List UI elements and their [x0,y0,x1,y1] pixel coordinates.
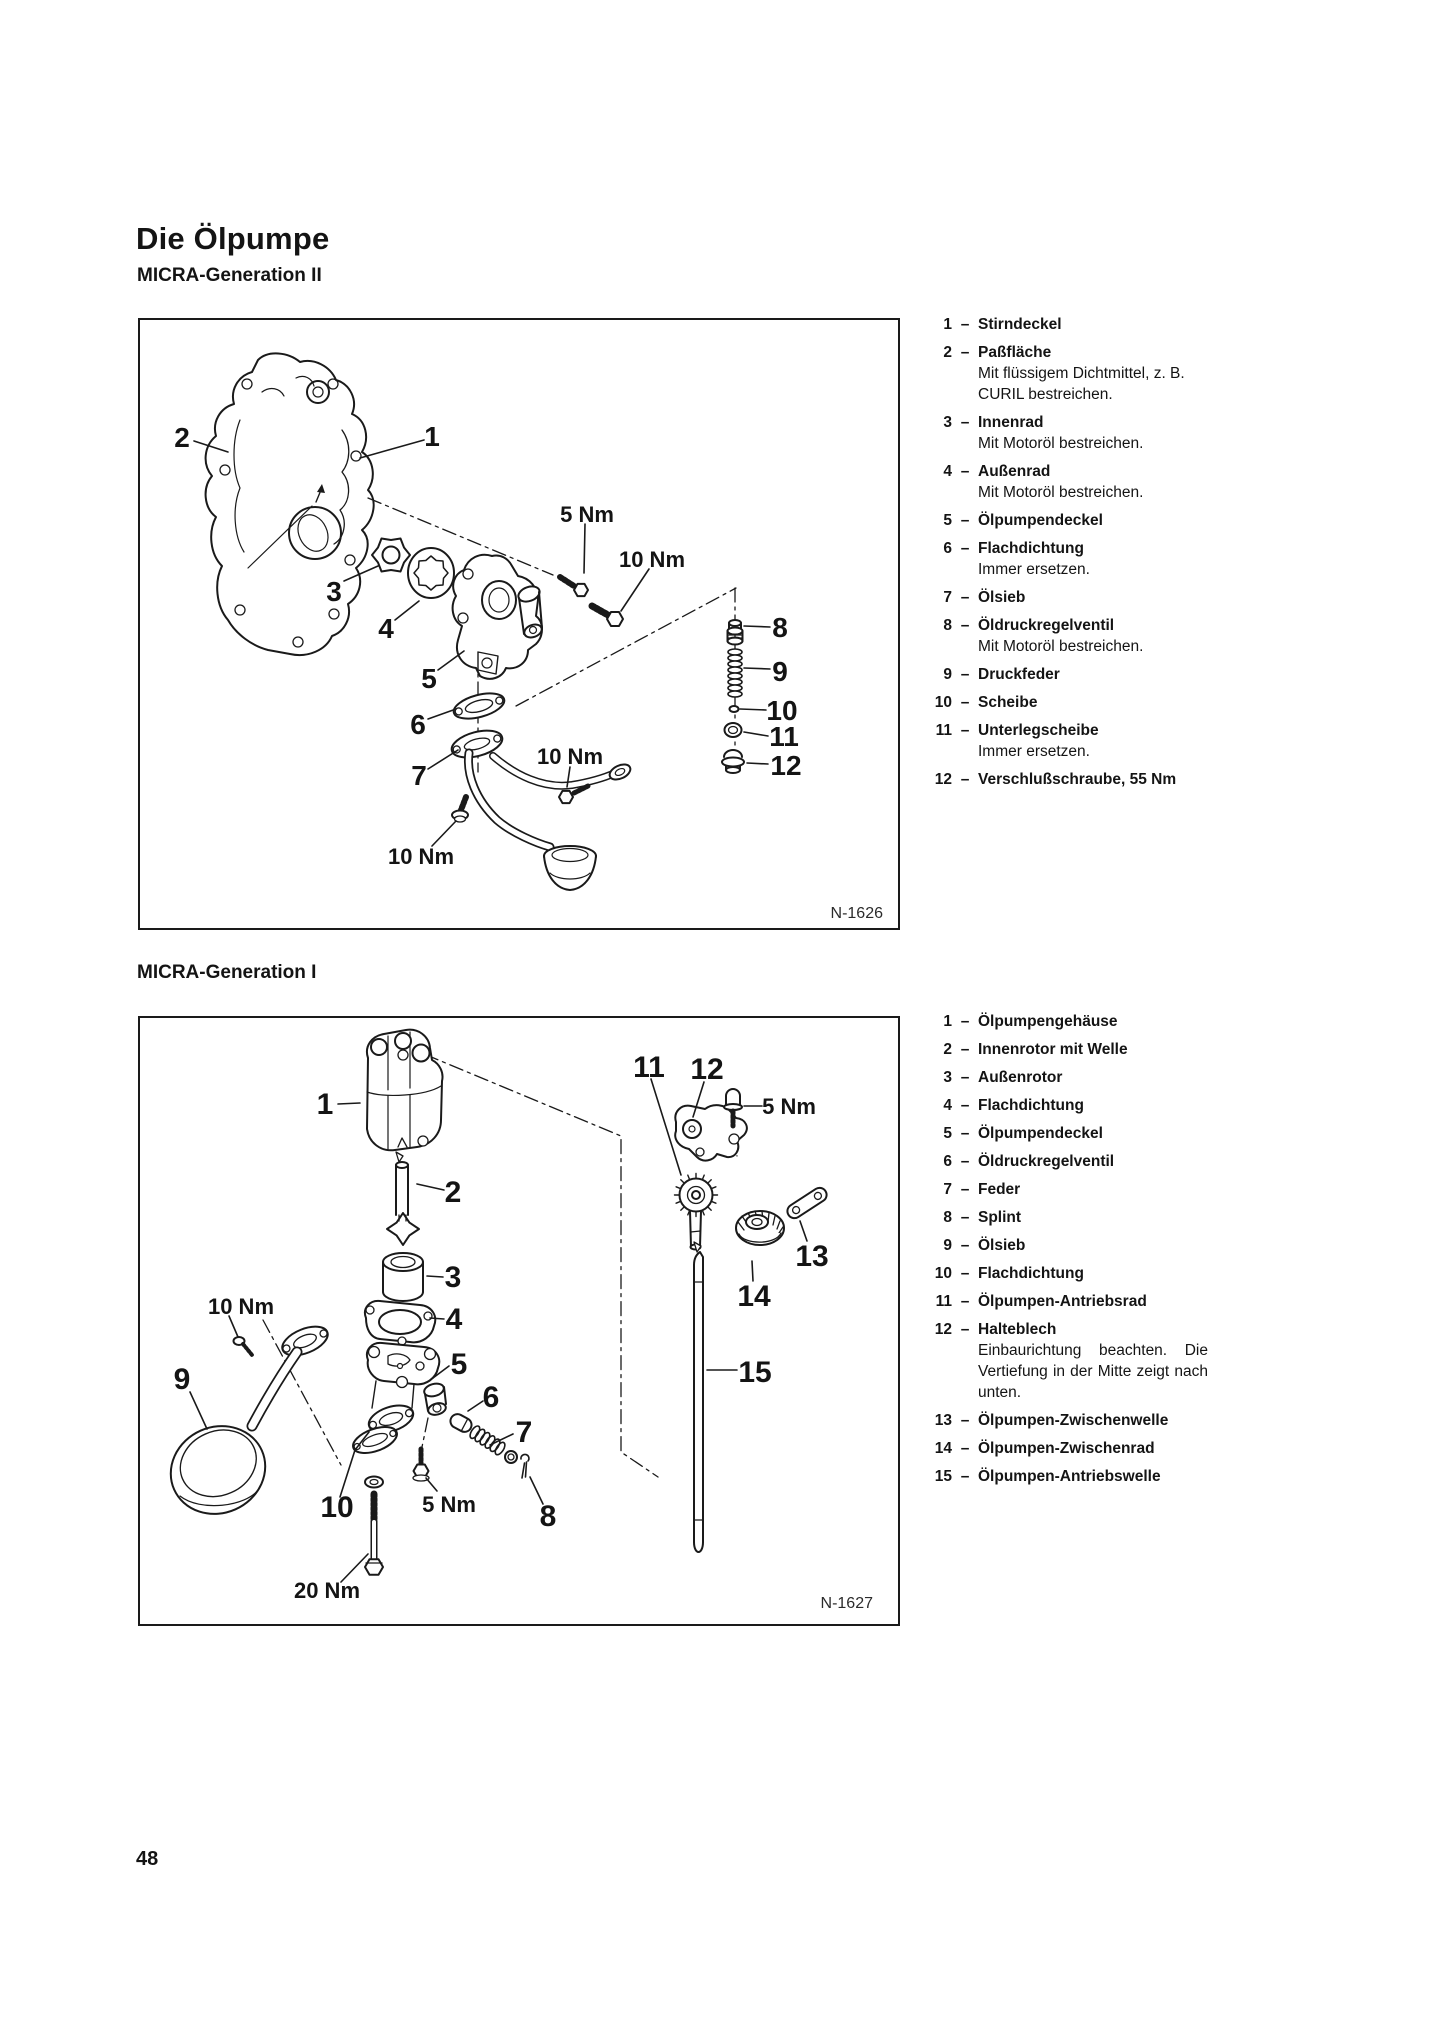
part-number: 7 [943,1181,952,1198]
part-name: Flachdichtung [978,1097,1084,1114]
dash: – [960,1209,970,1226]
part-note: Einbaurichtung beachten. Die Vertiefung in der Mitte zeigt nach unten. [978,1342,1208,1401]
dash: – [960,1440,970,1457]
fig1-washer-drawing [730,706,739,712]
part-number: 4 [943,1097,952,1114]
part-number: 1 [943,1013,952,1030]
part-name: Ölpumpendeckel [978,1125,1103,1142]
fig1-callout-9: 9 [772,656,788,687]
list-item [916,1179,1208,1200]
fig1-callout-3: 3 [326,576,342,607]
dash: – [960,771,970,788]
part-note: Mit flüssigem Dichtmittel, z. B. CURIL bestreichen. [978,365,1185,403]
dash: – [960,694,970,711]
part-number: 9 [943,666,952,683]
part-name: Ölpumpendeckel [978,512,1103,529]
dash: – [960,463,970,480]
fig2-callout-10: 10 [320,1491,354,1524]
fig1-callout-4: 4 [378,613,394,644]
part-number: 8 [943,1209,952,1226]
part-note: Immer ersetzen. [978,743,1090,760]
part-number: 12 [934,771,952,788]
section-heading-generation-1: MICRA-Generation I [137,962,317,983]
part-note: Mit Motoröl bestreichen. [978,435,1144,452]
part-name: Außenrad [978,463,1051,480]
part-number: 2 [943,344,952,361]
fig1-front-cover-drawing [206,353,374,655]
part-number: 1 [943,316,952,333]
list-item [916,1067,1208,1088]
fig1-valve-piston-drawing [728,620,743,645]
part-number: 11 [935,1293,952,1310]
fig2-callout-8: 8 [539,1500,557,1533]
part-name: Ölpumpen-Zwischenrad [978,1440,1155,1457]
fig1-callout-12: 12 [770,750,802,781]
fig1-parts-list [916,314,1208,797]
part-name: Ölsieb [978,589,1026,606]
fig1-callout-2: 2 [174,422,190,453]
part-number: 11 [935,722,952,739]
fig2-parts-list [916,1011,1208,1494]
fig2-callout-12: 12 [690,1053,724,1086]
fig1-bolt-5nm-drawing [560,577,588,596]
dash: – [960,414,970,431]
dash: – [960,1412,970,1429]
dash: – [960,589,970,606]
list-item [916,1438,1208,1459]
part-note: Mit Motoröl bestreichen. [978,484,1144,501]
list-item [916,1011,1208,1032]
part-number: 5 [943,1125,952,1142]
list-item [916,615,1208,657]
list-item [916,1123,1208,1144]
dash: – [960,1013,970,1030]
fig1-callout-10: 10 [766,695,798,726]
fig1-reference-number: N-1626 [830,905,883,922]
fig1-torque-10nm-top: 10 Nm [618,547,686,572]
part-name: Innenrad [978,414,1044,431]
part-number: 14 [934,1440,952,1457]
part-number: 10 [934,694,952,711]
list-item [916,1319,1208,1403]
fig1-outer-rotor-drawing [408,548,454,598]
fig2-drive-gear-drawing [675,1174,718,1250]
fig2-callout-7: 7 [515,1416,533,1449]
dash: – [960,1321,970,1338]
list-item [916,1291,1208,1312]
part-number: 8 [943,617,952,634]
dash: – [960,1125,970,1142]
fig1-relief-valve-stack-drawing [722,620,744,773]
list-item [916,510,1208,531]
list-item [916,1095,1208,1116]
part-number: 2 [943,1041,952,1058]
fig2-intermediate-gear-drawing [736,1211,784,1245]
fig2-outer-rotor-drawing [383,1253,423,1301]
part-number: 7 [943,589,952,606]
list-item [916,587,1208,608]
list-item [916,1410,1208,1431]
fig2-torque-5nm-bottom: 5 Nm [422,1492,476,1517]
dash: – [960,540,970,557]
dash: – [960,1468,970,1485]
fig2-pump-cover-drawing [365,1343,447,1438]
list-item [916,342,1208,405]
part-note: Immer ersetzen. [978,561,1090,578]
part-name: Flachdichtung [978,540,1084,557]
dash: – [960,1293,970,1310]
figure-1-exploded-diagram [138,318,900,930]
fig2-spring-washer-drawing [505,1451,517,1463]
dash: – [960,1237,970,1254]
fig2-gasket-top-drawing [365,1301,435,1345]
fig2-callout-14: 14 [737,1280,771,1313]
fig1-callout-5: 5 [421,663,437,694]
part-name: Ölsieb [978,1237,1026,1254]
fig2-split-pin-drawing [521,1454,529,1478]
dash: – [960,1181,970,1198]
list-item [916,720,1208,762]
part-name: Öldruckregelventil [978,1153,1115,1170]
fig2-drive-shaft-drawing [694,1242,703,1552]
fig1-gasket-drawing [451,689,507,724]
fig2-callout-4: 4 [445,1303,463,1336]
section-heading-generation-2: MICRA-Generation II [137,265,322,286]
part-name: Splint [978,1209,1022,1226]
part-number: 9 [943,1237,952,1254]
part-name: Halteblech [978,1321,1057,1338]
part-note: Mit Motoröl bestreichen. [978,638,1144,655]
part-number: 10 [934,1265,952,1282]
fig2-bolt-5nm-bottom-drawing [413,1449,429,1481]
page-number: 48 [136,1848,159,1870]
part-number: 6 [943,540,952,557]
fig1-callout-11: 11 [769,721,799,752]
part-name: Außenrotor [978,1069,1063,1086]
fig2-inner-rotor-shaft-drawing [387,1152,419,1245]
figure-2-exploded-diagram [138,1016,900,1626]
part-number: 4 [943,463,952,480]
list-item [916,1207,1208,1228]
fig2-callout-1: 1 [316,1088,334,1121]
fig2-washer-drawing [365,1477,383,1488]
dash: – [960,722,970,739]
fig2-callout-3: 3 [444,1261,462,1294]
fig1-pump-cover-drawing [453,555,544,679]
part-name: Scheibe [978,694,1038,711]
fig2-callout-5: 5 [450,1348,468,1381]
fig1-seal-ring-drawing [725,723,742,737]
part-number: 5 [943,512,952,529]
fig1-callout-7: 7 [411,760,427,791]
fig2-oil-strainer-drawing [157,1321,332,1529]
part-name: Ölpumpen-Antriebswelle [978,1468,1161,1485]
dash: – [960,1153,970,1170]
fig2-callout-15: 15 [738,1356,772,1389]
list-item [916,1151,1208,1172]
fig1-torque-10nm-bottom: 10 Nm [387,844,455,869]
part-name: Stirndeckel [978,316,1062,333]
dash: – [960,1041,970,1058]
fig2-torque-10nm: 10 Nm [207,1294,275,1319]
fig2-callout-6: 6 [482,1381,500,1414]
fig1-screw-plug-drawing [722,750,744,773]
part-number: 15 [934,1468,952,1485]
fig1-torque-10nm-middle: 10 Nm [536,744,604,769]
part-name: Verschlußschraube, 55 Nm [978,771,1177,788]
dash: – [960,666,970,683]
dash: – [960,1097,970,1114]
fig2-torque-5nm-top: 5 Nm [762,1094,816,1119]
dash: – [960,512,970,529]
fig1-torque-5nm: 5 Nm [560,502,614,527]
list-item [916,1235,1208,1256]
list-item [916,769,1208,790]
fig2-retaining-plate-drawing [675,1105,747,1160]
list-item [916,314,1208,335]
part-name: Paßfläche [978,344,1052,361]
list-item [916,692,1208,713]
fig2-callout-11: 11 [633,1051,665,1084]
part-number: 3 [943,1069,952,1086]
fig2-bolt-10nm-drawing [234,1337,253,1355]
part-name: Ölpumpen-Antriebsrad [978,1293,1147,1310]
list-item [916,1039,1208,1060]
fig1-callout-8: 8 [772,612,788,643]
list-item [916,461,1208,503]
part-number: 12 [934,1321,952,1338]
fig1-spring-drawing [728,649,742,697]
fig1-callout-1: 1 [424,421,440,452]
fig2-callout-9: 9 [173,1363,191,1396]
list-item [916,538,1208,580]
fig1-direction-arrow-icon [316,484,325,502]
fig2-callout-13: 13 [795,1240,829,1273]
part-number: 13 [934,1412,952,1429]
list-item [916,1263,1208,1284]
fig2-bolt-20nm-drawing [365,1494,383,1575]
page-title: Die Ölpumpe [136,221,330,256]
dash: – [960,316,970,333]
fig1-bolt-10nm-bottom-drawing [452,797,468,822]
part-number: 6 [943,1153,952,1170]
fig2-torque-20nm: 20 Nm [293,1578,361,1603]
list-item [916,664,1208,685]
part-name: Öldruckregelventil [978,617,1115,634]
part-name: Ölpumpengehäuse [978,1013,1118,1030]
fig2-reference-number: N-1627 [820,1595,873,1612]
fig2-callout-2: 2 [444,1176,462,1209]
dash: – [960,1069,970,1086]
fig1-callout-6: 6 [410,709,426,740]
list-item [916,1466,1208,1487]
part-name: Ölpumpen-Zwischenwelle [978,1412,1169,1429]
part-name: Feder [978,1181,1021,1198]
part-name: Unterlegscheibe [978,722,1099,739]
part-name: Innenrotor mit Welle [978,1041,1128,1058]
fig2-intermediate-shaft-drawing [785,1185,830,1221]
part-name: Flachdichtung [978,1265,1084,1282]
fig2-valve-piston-drawing [448,1412,474,1435]
dash: – [960,344,970,361]
fig1-bolt-10nm-drawing [592,606,623,626]
part-name: Druckfeder [978,666,1060,683]
fig2-pump-housing-drawing [367,1030,443,1151]
dash: – [960,1265,970,1282]
list-item [916,412,1208,454]
part-number: 3 [943,414,952,431]
dash: – [960,617,970,634]
